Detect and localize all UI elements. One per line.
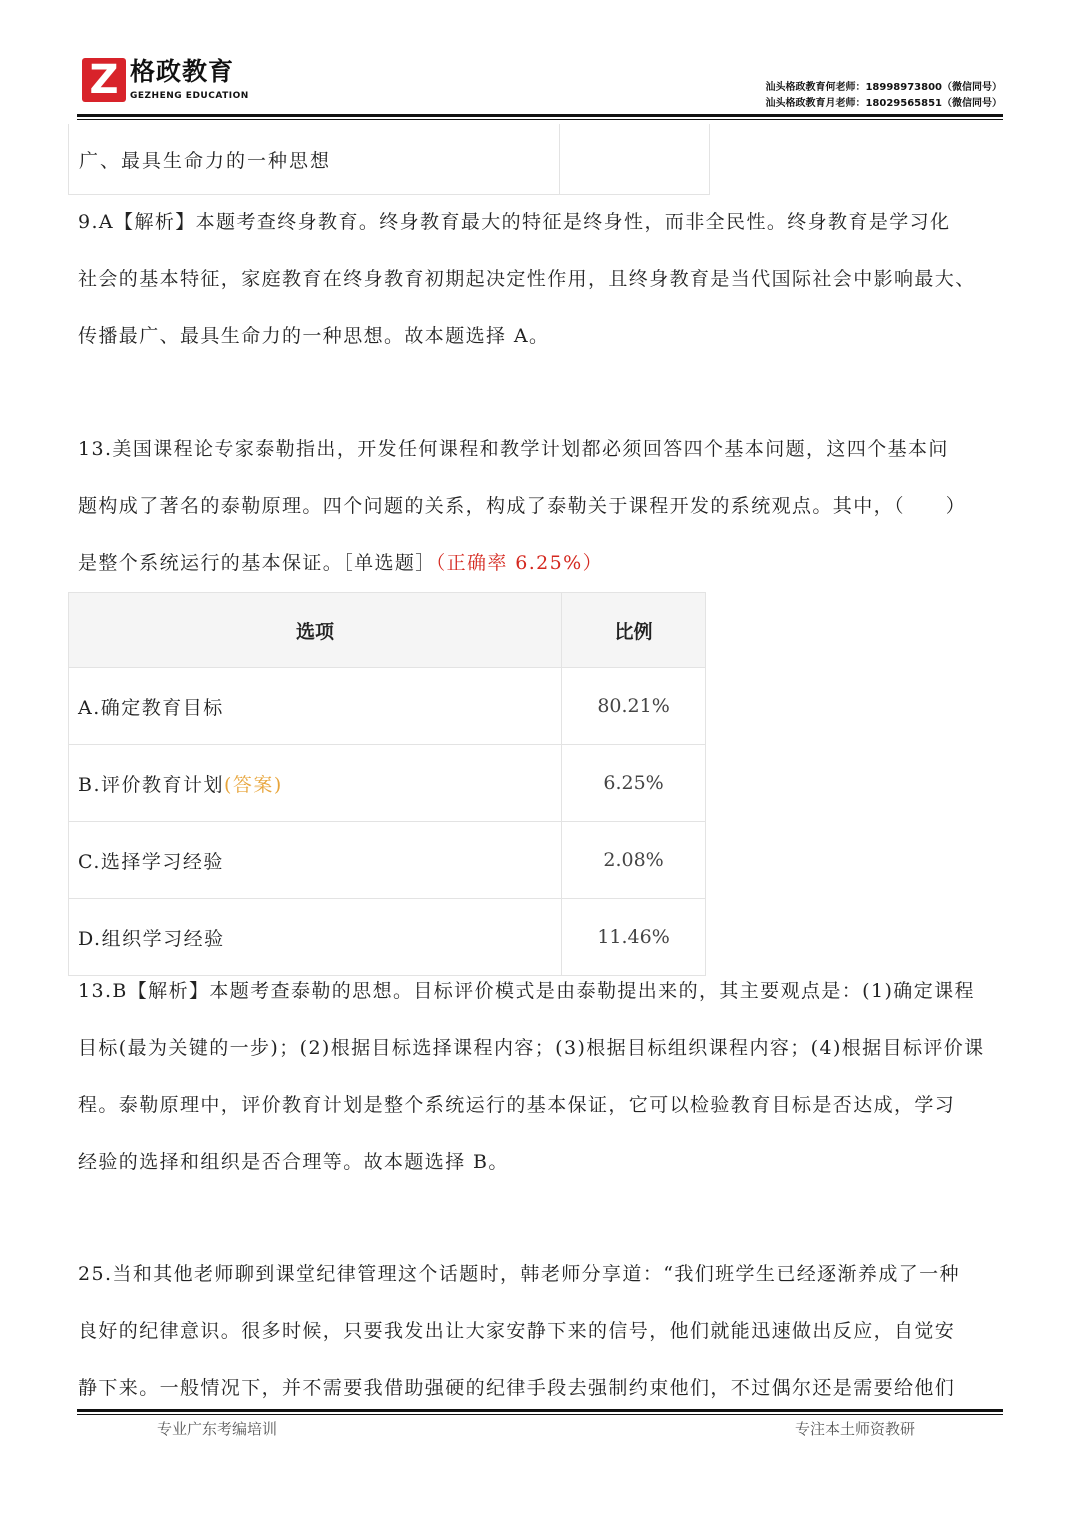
q13-question-line: 题构成了著名的泰勒原理。四个问题的关系，构成了泰勒关于课程开发的系统观点。其中，（ ） [78,495,967,517]
q13-question-tail: 是整个系统运行的基本保证。［单选题］ [78,552,436,574]
ratio-cell: 80.21% [562,668,706,745]
table-row [69,745,706,822]
footer-right-text: 专注本土师资教研 [795,1420,916,1438]
q13-question-line [78,535,1004,592]
footer-rule-thin [77,1414,1003,1415]
brand-logo [82,58,249,102]
table-row [69,668,706,745]
header-rule-thick [77,114,1003,117]
contact-line-1: 汕头格政教育何老师：18998973800（微信同号） [765,82,1002,93]
contact-line-2: 汕头格政教育月老师：18029565851（微信同号） [765,98,1002,109]
option-cell [69,745,562,822]
q25-question-line: 25.当和其他老师聊到课堂纪律管理这个话题时，韩老师分享道：“我们班学生已经逐渐养成了一种 [78,1263,960,1285]
logo-chinese-name: 格政教育 [130,57,235,86]
option-text: A.确定教育目标 [78,696,224,719]
footer-left-text: 专业广东考编培训 [157,1420,278,1438]
footer-rule-thick [77,1409,1003,1412]
accuracy-rate: （正确率 6.25%） [435,552,604,574]
q13-question-line: 13.美国课程论专家泰勒指出，开发任何课程和教学计划都必须回答四个基本问题，这四个基本问 [78,438,949,460]
header-option: 选项 [69,593,562,668]
q9-analysis [78,194,1004,365]
previous-table-fragment [68,124,710,195]
q13-analysis-line: 目标(最为关键的一步)；(2)根据目标选择课程内容；(3)根据目标组织课程内容；(4)根据目标评价课 [78,1037,985,1059]
option-text: C.选择学习经验 [78,850,224,873]
table-header-row [69,593,706,668]
q13-analysis-line: 13.B【解析】本题考查泰勒的思想。目标评价模式是由泰勒提出来的，其主要观点是：(1)确定课程 [78,980,975,1002]
q9-analysis-line: 9.A【解析】本题考查终身教育。终身教育最大的特征是终身性，而非全民性。终身教育是学习化 [78,211,951,233]
header-contacts [765,80,1002,112]
header-rule-thin [77,119,1003,120]
option-text: D.组织学习经验 [78,927,225,950]
q25-question-line: 静下来。一般情况下，并不需要我借助强硬的纪律手段去强制约束他们，不过偶尔还是需要给他们 [78,1377,956,1399]
q25-question [78,1246,1004,1417]
q9-analysis-line: 传播最广、最具生命力的一种思想。故本题选择 A。 [78,325,550,347]
option-text: B.评价教育计划 [78,773,225,796]
ratio-cell: 2.08% [562,822,706,899]
ratio-cell: 11.46% [562,899,706,976]
header-ratio: 比例 [562,593,706,668]
answer-tag: (答案) [224,773,283,796]
logo-english-name: GEZHENG EDUCATION [130,91,249,101]
q13-analysis-line: 经验的选择和组织是否合理等。故本题选择 B。 [78,1151,509,1173]
logo-z-icon: Z [82,58,126,102]
fragment-cell-text: 广、最具生命力的一种思想 [79,150,332,172]
options-ratio-table [68,592,706,976]
table-row [69,822,706,899]
option-cell [69,668,562,745]
q13-analysis [78,963,1004,1191]
ratio-cell: 6.25% [562,745,706,822]
q25-question-line: 良好的纪律意识。很多时候，只要我发出让大家安静下来的信号，他们就能迅速做出反应，自觉安 [78,1320,956,1342]
option-cell [69,822,562,899]
fragment-divider [559,124,560,194]
q9-analysis-line: 社会的基本特征，家庭教育在终身教育初期起决定性作用，且终身教育是当代国际社会中影响最大、 [78,268,976,290]
q13-question [78,421,1004,592]
q13-analysis-line: 程。泰勒原理中，评价教育计划是整个系统运行的基本保证，它可以检验教育目标是否达成，学习 [78,1094,956,1116]
